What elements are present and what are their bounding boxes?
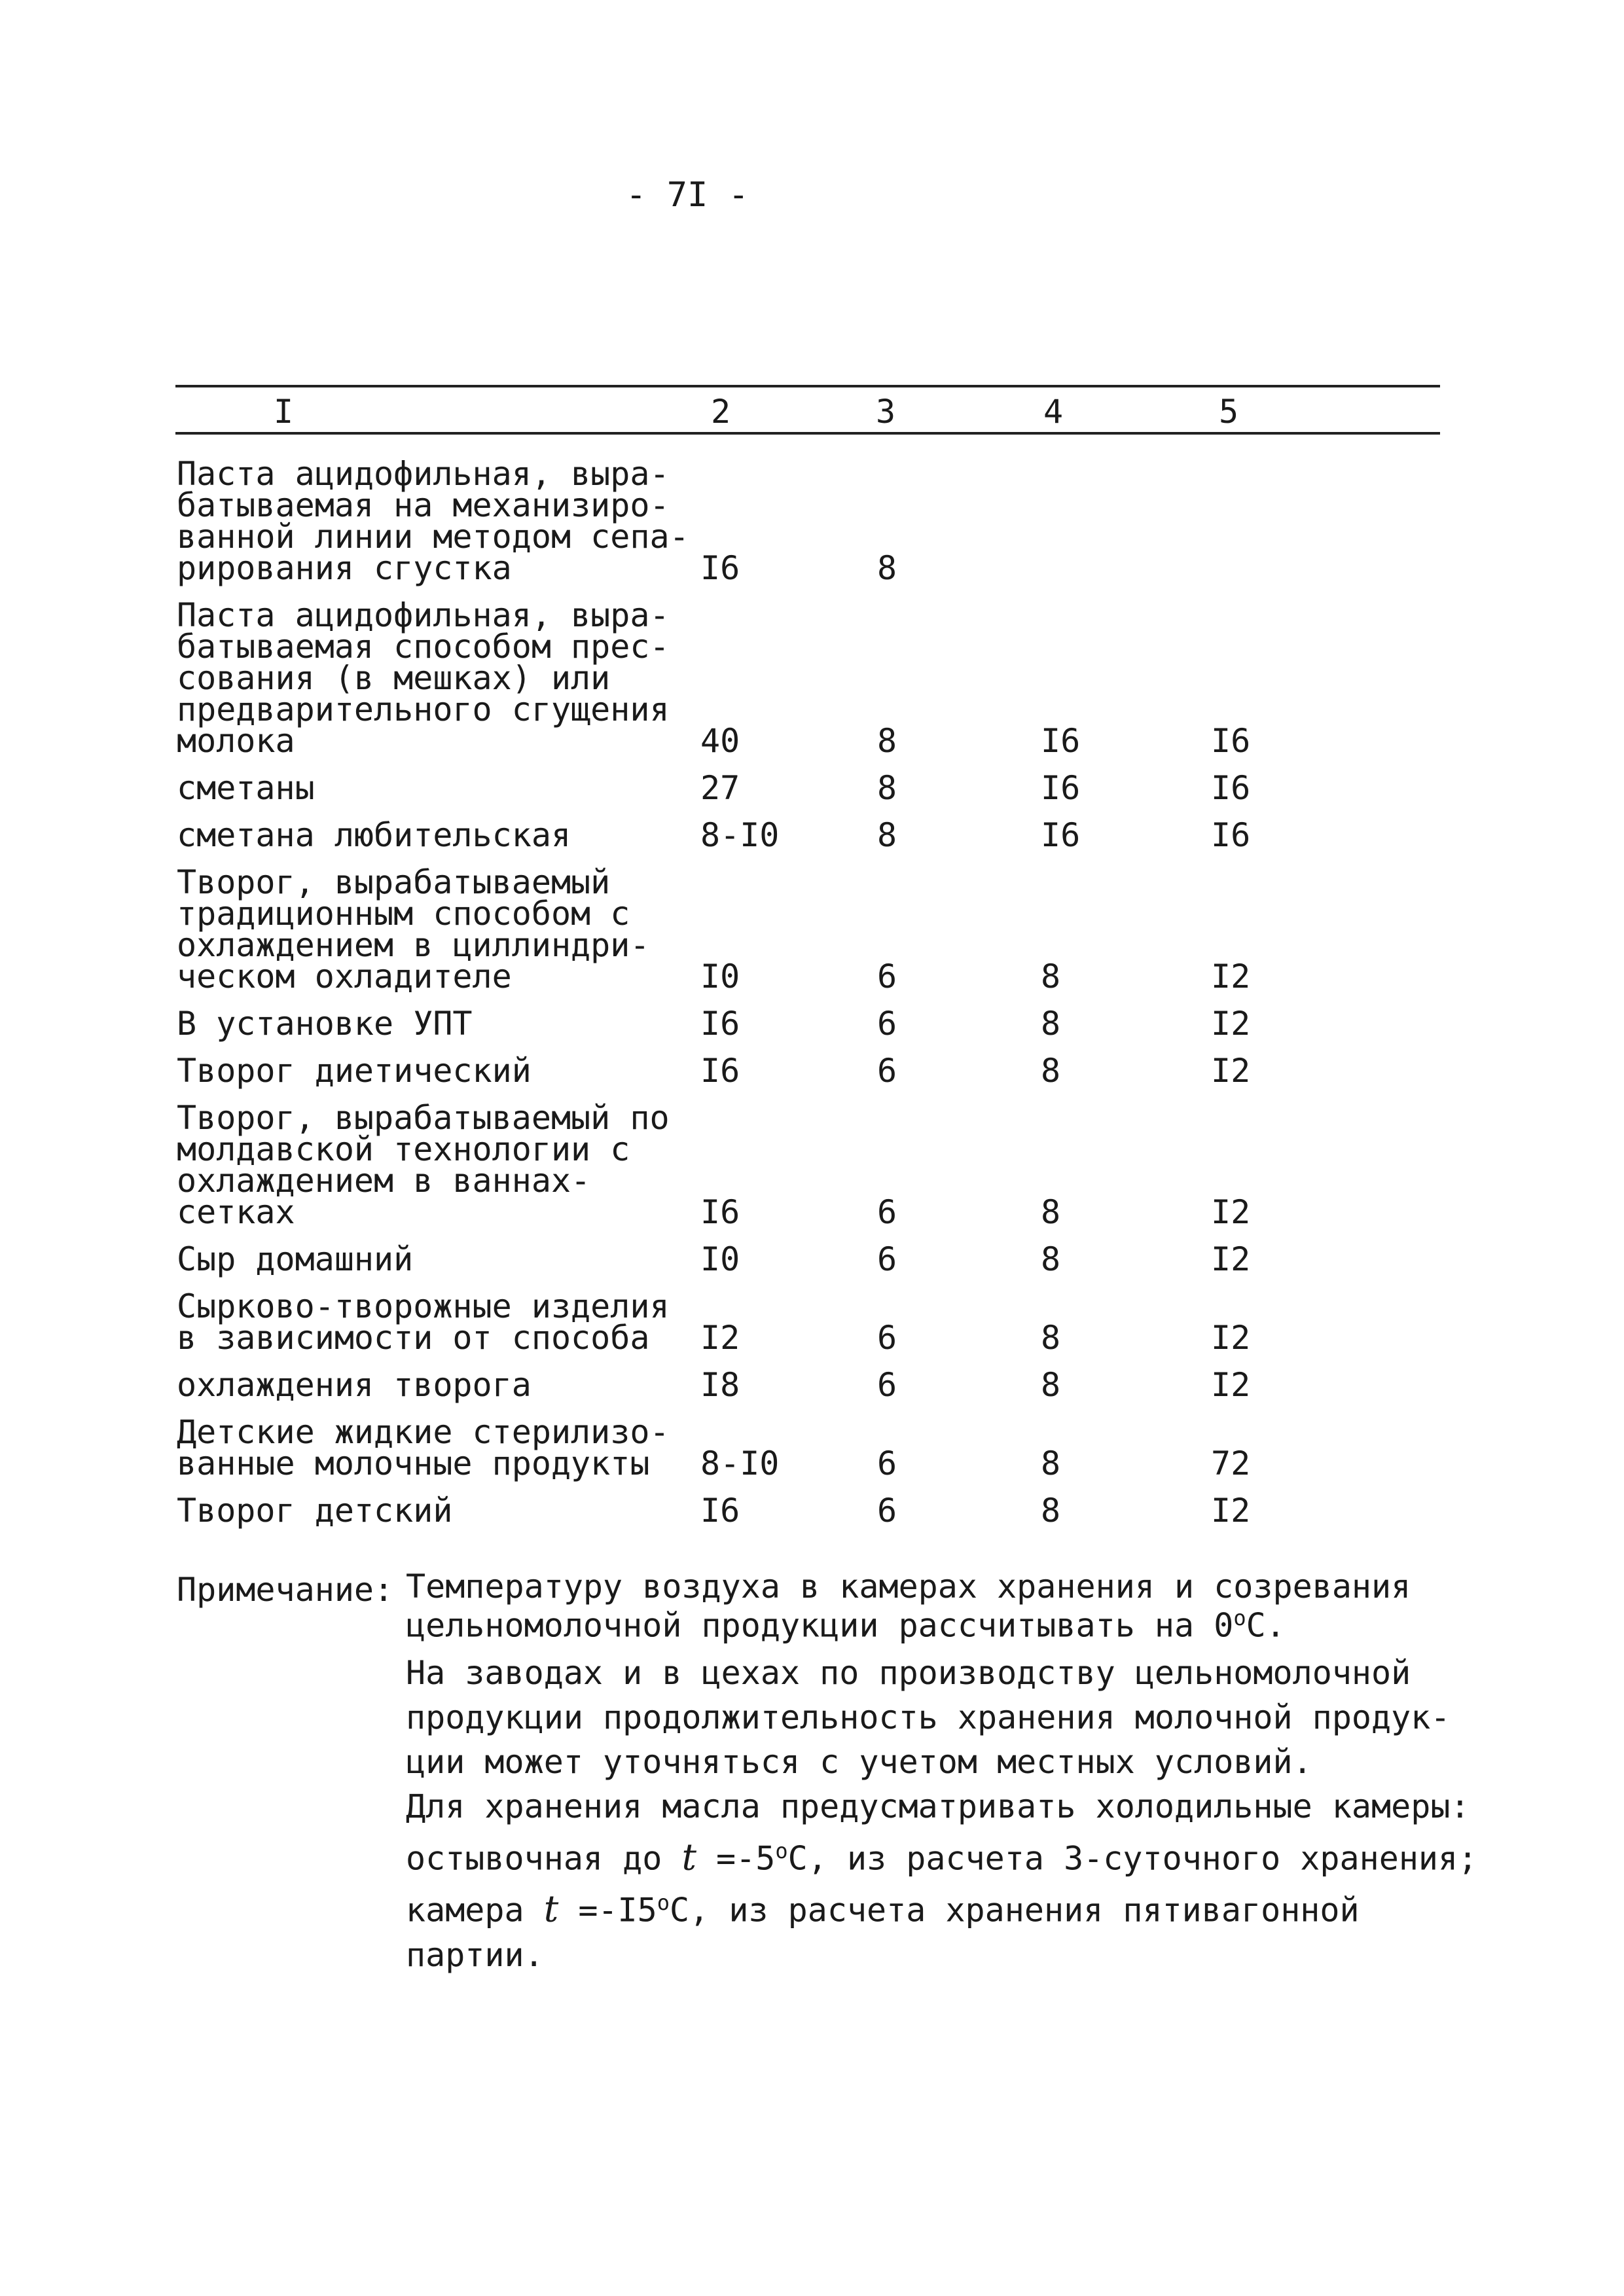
product-name-line: Детские жидкие стерилизо-: [177, 1413, 670, 1451]
value-cell-c2: 8-I0: [700, 816, 780, 854]
product-name-line: молдавской технологии с: [177, 1130, 630, 1168]
note-line: партии.: [406, 1935, 544, 1974]
product-name-cell: [177, 596, 700, 760]
product-name-line: традиционным способом с: [177, 895, 630, 933]
product-name-line: ванные молочные продукты: [177, 1444, 650, 1482]
value-cell-c5: I2: [1211, 958, 1251, 996]
note-line: цельномолочной продукции рассчитывать на 0$^o$C.: [406, 1605, 1286, 1645]
value-cell-c5: 72: [1211, 1444, 1251, 1482]
product-name-cell: [177, 1366, 700, 1404]
note-label: Примечание:: [177, 1571, 394, 1609]
value-cell-c3: 6: [877, 1319, 897, 1357]
product-name-line: ванной линии методом сепа-: [177, 518, 689, 556]
column-header-2: 2: [711, 393, 731, 431]
value-cell-c4: 8: [1041, 1444, 1061, 1482]
value-cell-c4: 8: [1041, 1193, 1061, 1231]
table-row: [177, 596, 1440, 760]
value-cell-c4: I6: [1041, 722, 1081, 760]
note-line: остывочная до $t =-5^oC$, из расчета 3-суточного хранения;: [406, 1836, 1478, 1879]
value-cell-c3: 8: [877, 816, 897, 854]
value-cell-c4: I6: [1041, 769, 1081, 807]
table-row: [177, 1099, 1440, 1231]
table-row: [177, 1240, 1440, 1278]
value-cell-c2: 40: [700, 722, 740, 760]
value-cell-c5: I6: [1211, 816, 1251, 854]
value-cell-c3: 6: [877, 1240, 897, 1278]
value-cell-c2: I6: [700, 549, 740, 587]
product-name-cell: [177, 1413, 700, 1482]
value-cell-c5: I2: [1211, 1492, 1251, 1530]
value-cell-c5: I2: [1211, 1193, 1251, 1231]
value-cell-c4: 8: [1041, 1366, 1061, 1404]
product-name-line: охлаждением в ваннах-: [177, 1162, 591, 1200]
product-name-line: Творог детский: [177, 1492, 453, 1530]
product-name-line: батываемая способом прес-: [177, 628, 670, 666]
product-name-line: Сырково-творожные изделия: [177, 1287, 670, 1325]
column-header-5: 5: [1219, 393, 1239, 431]
table-top-rule: [175, 385, 1440, 387]
value-cell-c2: I0: [700, 1240, 740, 1278]
value-cell-c4: 8: [1041, 1492, 1061, 1530]
table-row: [177, 863, 1440, 996]
value-cell-c4: 8: [1041, 1319, 1061, 1357]
value-cell-c2: I2: [700, 1319, 740, 1357]
value-cell-c3: 6: [877, 1193, 897, 1231]
note-body: [406, 1568, 1478, 1977]
note-line: Для хранения масла предусматривать холодильные камеры:: [406, 1787, 1470, 1825]
value-cell-c2: 8-I0: [700, 1444, 780, 1482]
value-cell-c2: I6: [700, 1052, 740, 1090]
table-row: [177, 1366, 1440, 1404]
column-header-3: 3: [876, 393, 896, 431]
value-cell-c5: I2: [1211, 1319, 1251, 1357]
value-cell-c5: I2: [1211, 1052, 1251, 1090]
value-cell-c3: 6: [877, 958, 897, 996]
product-name-cell: [177, 816, 700, 854]
value-cell-c4: 8: [1041, 1052, 1061, 1090]
value-cell-c3: 6: [877, 1444, 897, 1482]
product-name-cell: [177, 1052, 700, 1090]
product-name-line: молока: [177, 722, 295, 760]
note-line: На заводах и в цехах по производству цельномолочной: [406, 1653, 1411, 1692]
product-name-line: в зависимости от способа: [177, 1319, 650, 1357]
table-row: [177, 816, 1440, 854]
product-name-line: сметаны: [177, 769, 315, 807]
product-name-line: Паста ацидофильная, выра-: [177, 596, 670, 634]
product-name-cell: [177, 1492, 700, 1530]
table-row: [177, 1287, 1440, 1357]
value-cell-c3: 8: [877, 722, 897, 760]
product-name-line: В установке УПТ: [177, 1005, 473, 1043]
table-row: [177, 1005, 1440, 1043]
value-cell-c5: I2: [1211, 1366, 1251, 1404]
product-name-line: рирования сгустка: [177, 549, 512, 587]
product-name-line: ческом охладителе: [177, 958, 512, 996]
product-name-line: охлаждением в циллиндри-: [177, 926, 650, 964]
note-line: камера $t =-I5^oC$, из расчета хранения пятивагонной: [406, 1888, 1360, 1931]
value-cell-c2: I0: [700, 958, 740, 996]
product-name-line: Паста ацидофильная, выра-: [177, 455, 670, 493]
value-cell-c2: I8: [700, 1366, 740, 1404]
value-cell-c5: I2: [1211, 1240, 1251, 1278]
value-cell-c5: I6: [1211, 722, 1251, 760]
table-header-rule: [175, 432, 1440, 435]
product-name-line: сетках: [177, 1193, 295, 1231]
table-row: [177, 455, 1440, 587]
column-header-4: 4: [1043, 393, 1064, 431]
product-name-line: Сыр домашний: [177, 1240, 414, 1278]
page-number: - 7I -: [626, 175, 749, 215]
value-cell-c2: I6: [700, 1005, 740, 1043]
product-name-cell: [177, 1099, 700, 1231]
product-name-cell: [177, 455, 700, 587]
product-name-line: охлаждения творога: [177, 1366, 532, 1404]
value-cell-c4: 8: [1041, 1005, 1061, 1043]
product-name-line: Творог, вырабатываемый по: [177, 1099, 670, 1137]
value-cell-c4: 8: [1041, 1240, 1061, 1278]
product-name-cell: [177, 769, 700, 807]
value-cell-c2: 27: [700, 769, 740, 807]
value-cell-c3: 8: [877, 549, 897, 587]
value-cell-c3: 6: [877, 1492, 897, 1530]
value-cell-c3: 6: [877, 1005, 897, 1043]
value-cell-c5: I6: [1211, 769, 1251, 807]
product-name-cell: [177, 1287, 700, 1357]
value-cell-c4: 8: [1041, 958, 1061, 996]
value-cell-c4: I6: [1041, 816, 1081, 854]
table-row: [177, 1492, 1440, 1530]
value-cell-c3: 8: [877, 769, 897, 807]
product-name-line: сования (в мешках) или: [177, 659, 611, 697]
value-cell-c3: 6: [877, 1366, 897, 1404]
product-name-cell: [177, 1240, 700, 1278]
note-line: продукции продолжительность хранения молочной продук-: [406, 1698, 1451, 1736]
product-name-line: Творог, вырабатываемый: [177, 863, 611, 901]
product-name-line: предварительного сгущения: [177, 691, 670, 728]
table-header-row: [0, 393, 1624, 429]
product-name-cell: [177, 1005, 700, 1043]
product-name-line: сметана любительская: [177, 816, 571, 854]
product-name-line: батываемая на механизиро-: [177, 486, 670, 524]
note-line: ции может уточняться с учетом местных условий.: [406, 1742, 1312, 1781]
value-cell-c2: I6: [700, 1492, 740, 1530]
table-body: [177, 455, 1440, 1530]
table-row: [177, 769, 1440, 807]
value-cell-c5: I2: [1211, 1005, 1251, 1043]
value-cell-c3: 6: [877, 1052, 897, 1090]
table-row: [177, 1052, 1440, 1090]
product-name-cell: [177, 863, 700, 996]
column-header-1: I: [274, 393, 294, 431]
product-name-line: Творог диетический: [177, 1052, 532, 1090]
table-row: [177, 1413, 1440, 1482]
value-cell-c2: I6: [700, 1193, 740, 1231]
note-line: Температуру воздуха в камерах хранения и созревания: [406, 1568, 1411, 1605]
